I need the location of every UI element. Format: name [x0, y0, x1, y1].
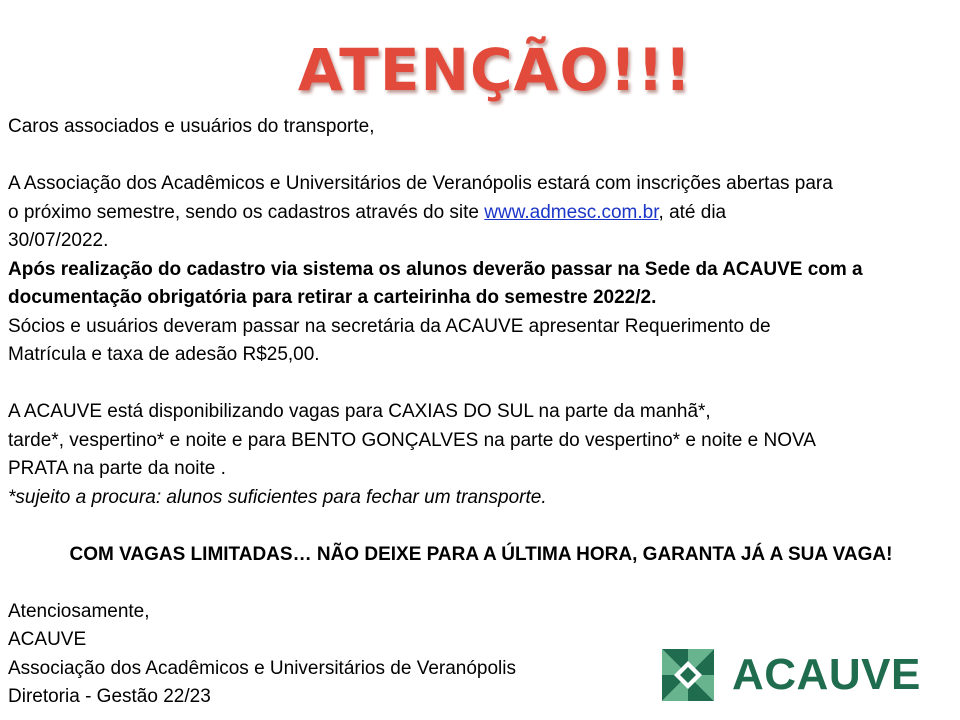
registration-text-line-1: A Associação dos Acadêmicos e Universitários de Veranópolis estará com inscrições abertas para: [8, 173, 833, 194]
document-body: [8, 113, 954, 712]
registration-text-suffix: , até dia: [658, 201, 727, 223]
greeting: Caros associados e usuários do transporte,: [8, 116, 375, 137]
spacer: [8, 370, 954, 399]
call-to-action: COM VAGAS LIMITADAS… NÃO DEIXE PARA A ÚLTIMA HORA, GARANTA JÁ A SUA VAGA!: [69, 543, 893, 565]
page-title: ATENÇÃO!!!: [297, 36, 693, 104]
members-notice-line-1: Sócios e usuários deveram passar na secretária da ACAUVE apresentar Requerimento de: [8, 315, 771, 337]
footnote: *sujeito a procura: alunos suficientes para fechar um transporte.: [8, 486, 547, 508]
pinwheel-logo-icon: [660, 647, 716, 703]
spacer: [8, 142, 954, 171]
signature-org-full: Associação dos Acadêmicos e Universitários de Veranópolis: [8, 657, 516, 679]
vacancies-line-3: PRATA na parte da noite .: [8, 458, 226, 479]
acauve-logo: [660, 647, 922, 703]
spacer: [8, 569, 954, 598]
signature-closing: Atenciosamente,: [8, 600, 150, 622]
bold-notice-line-1: Após realização do cadastro via sistema os alunos deverão passar na Sede da ACAUVE com a: [8, 258, 863, 280]
signature-board: Diretoria - Gestão 22/23: [8, 686, 211, 707]
logo-text: ACAUVE: [732, 650, 921, 699]
signature-org-short: ACAUVE: [8, 629, 87, 650]
bold-notice-line-2: documentação obrigatória para retirar a carteirinha do semestre 2022/2.: [8, 287, 657, 308]
registration-text-prefix: o próximo semestre, sendo os cadastros através do site: [8, 201, 485, 223]
vacancies-line-2: tarde*, vespertino* e noite e para BENTO GONÇALVES na parte do vespertino* e noite e NOVA: [8, 429, 816, 451]
spacer: [8, 512, 954, 541]
website-link[interactable]: www.admesc.com.br: [484, 201, 659, 223]
members-notice-line-2: Matrícula e taxa de adesão R$25,00.: [8, 344, 320, 365]
vacancies-line-1: A ACAUVE está disponibilizando vagas para CAXIAS DO SUL na parte da manhã*,: [8, 401, 711, 422]
registration-deadline: 30/07/2022.: [8, 230, 109, 251]
registration-text-line-2: [8, 199, 954, 228]
